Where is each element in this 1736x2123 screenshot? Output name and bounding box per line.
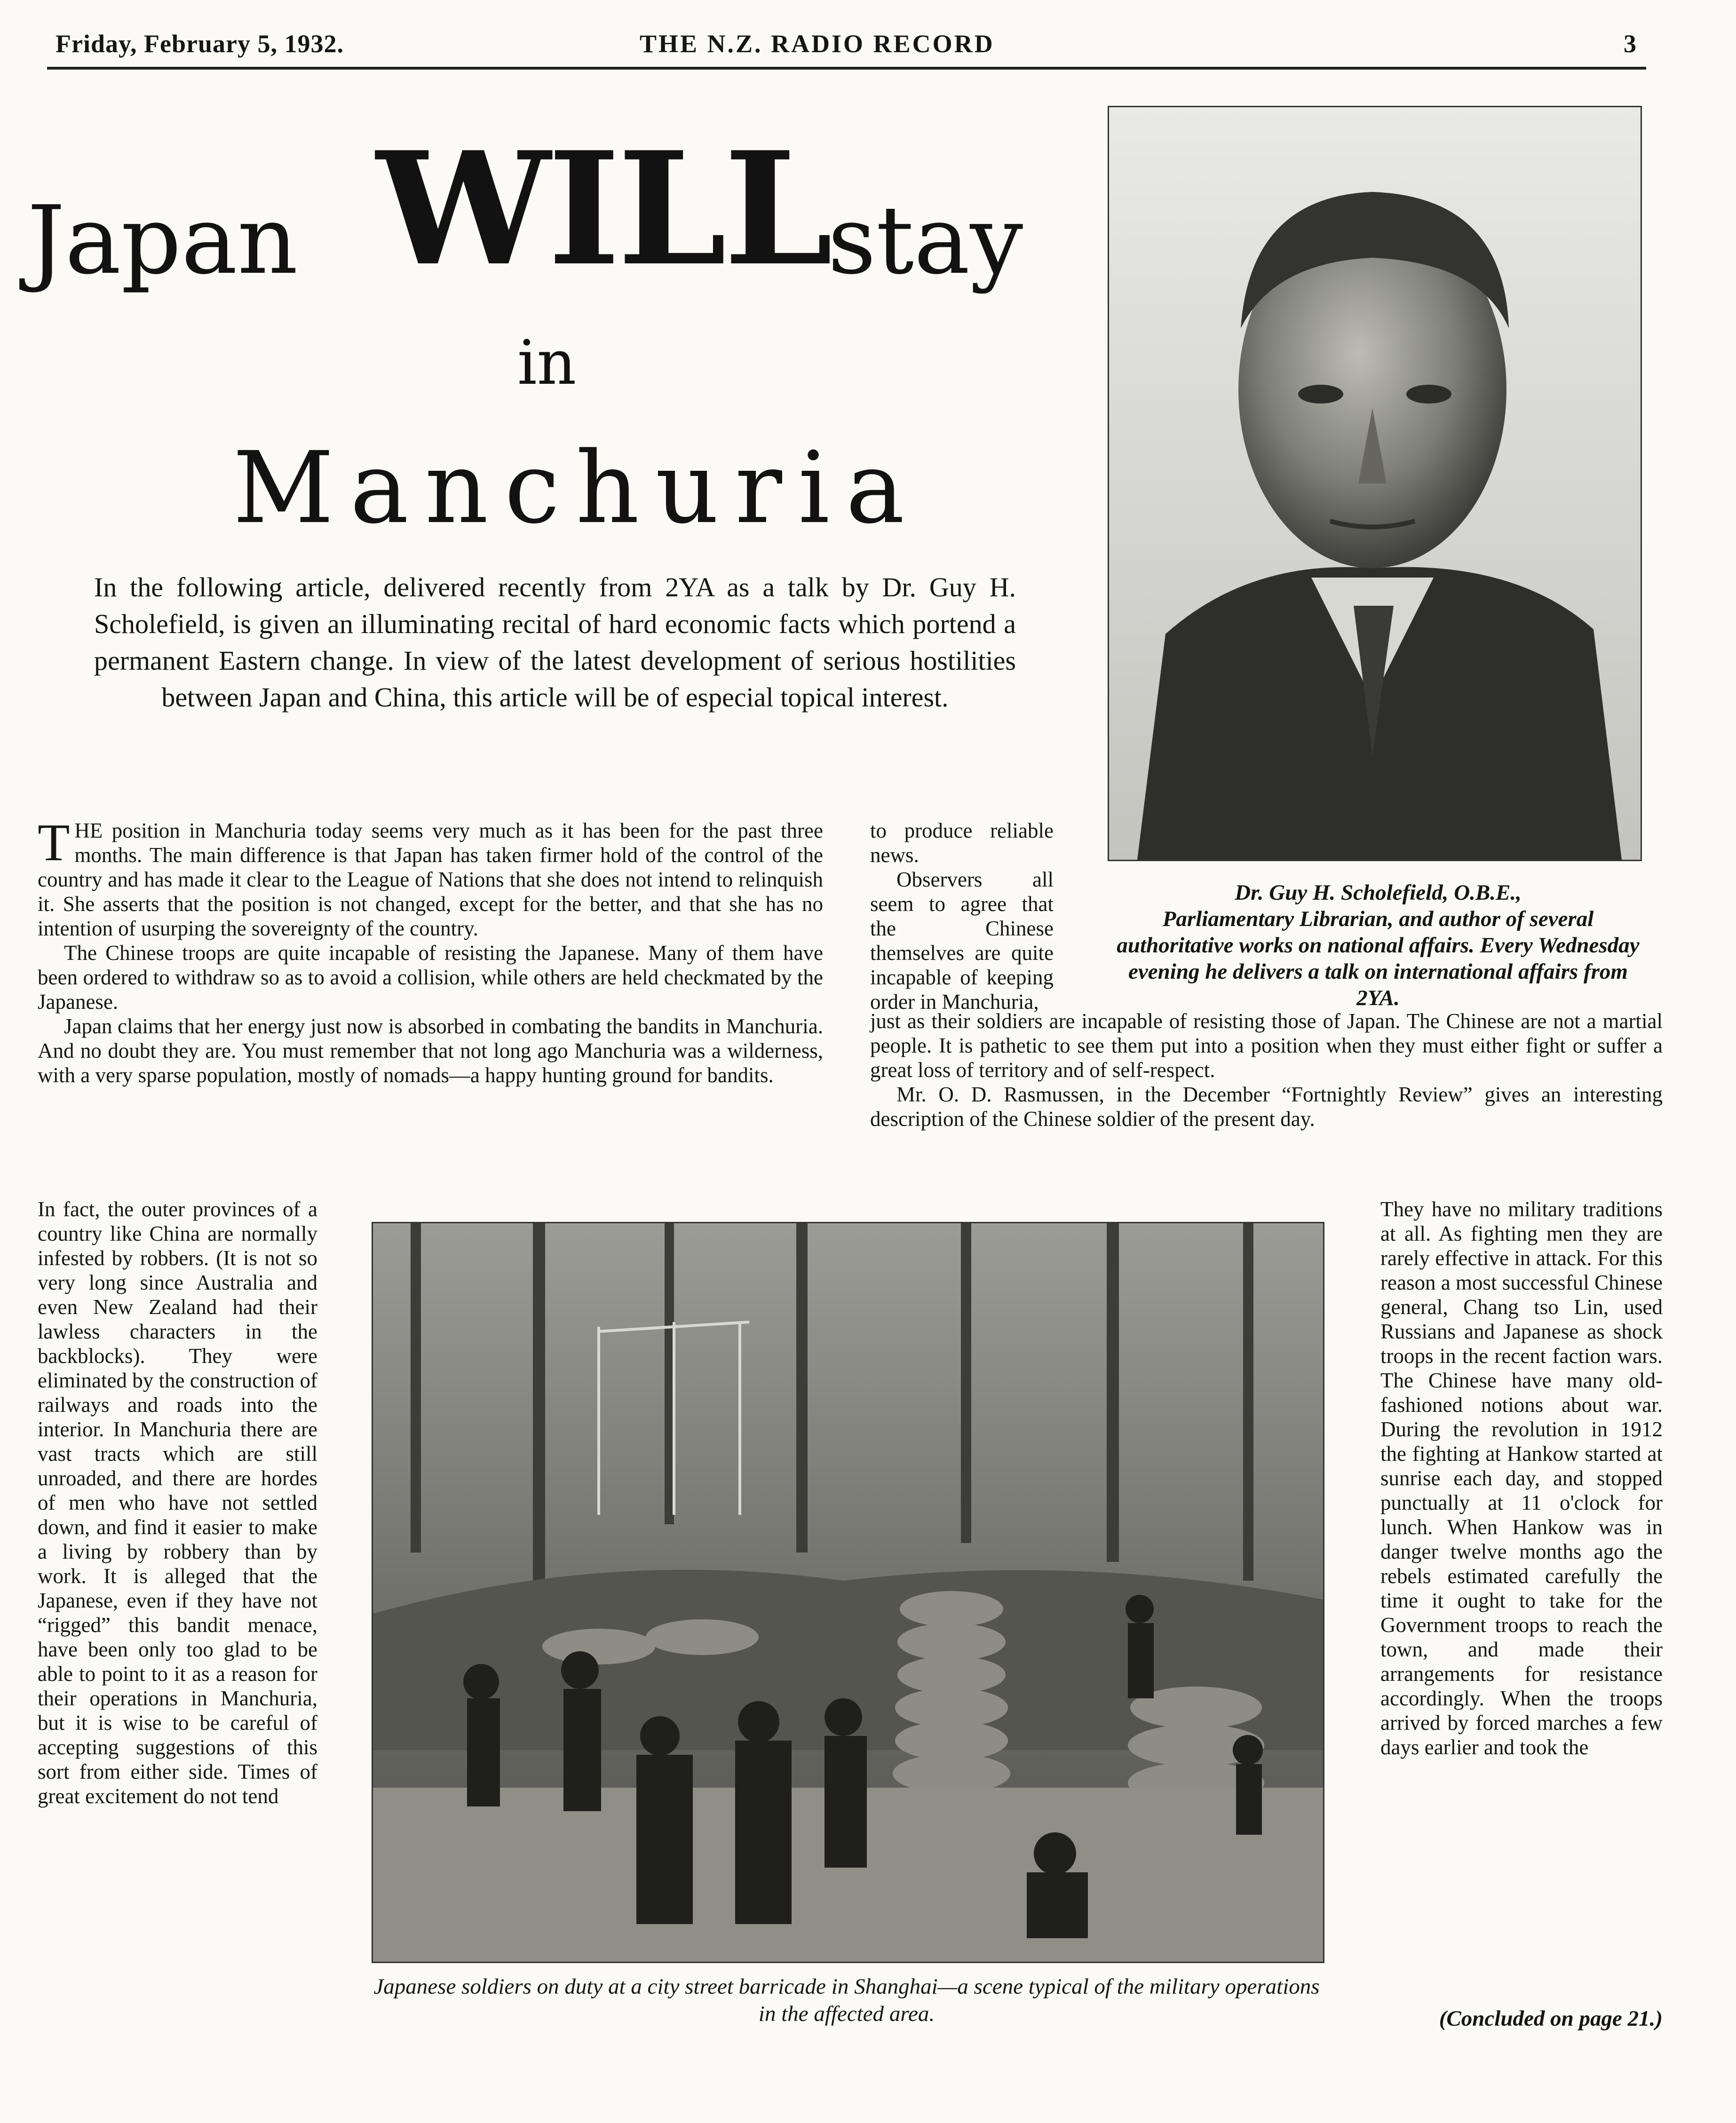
issue-date: Friday, February 5, 1932. (55, 30, 344, 58)
drop-cap: T (38, 814, 70, 872)
headline-word: Manchuria (233, 430, 921, 546)
article-paragraph: They have no military traditions at all. As fighting men they are rarely effective in attack. For this reason a most successful Chinese general, Chang tso Lin, used Russians and Japanese as shock troops in the recent faction wars. The Chinese have many old-fashioned notions about war. During the revolution in 1912 the fighting at Hankow started at sunrise each day, and stopped punctually at 11 o'clock for lunch. When Hankow was in danger twelve months ago the rebels estimated carefully the time it ought to take for the Government troops to reach the town, and made their arrangements for resistance accordingly. When the troops arrived by forced marches a few days earlier and took the (1380, 1197, 1663, 1759)
headline-emphasis: WILL (376, 118, 831, 300)
article-column-5 (1380, 1197, 1663, 1759)
headline-word: stay (828, 186, 1023, 295)
portrait-photo-icon (1108, 106, 1642, 861)
soldiers-barricade-photo-icon (372, 1222, 1324, 1963)
photo-caption: Japanese soldiers on duty at a city street barricade in Shanghai—a scene typical of the military operations in the affected area. (373, 1974, 1320, 2026)
article-paragraph: The Chinese troops are quite incapable of resisting the Japanese. Many of them have been ordered to withdraw so as to avoid a collision, while others are held checkmated by the Japanese. (38, 941, 823, 1014)
publication-title: THE N.Z. RADIO RECORD (640, 30, 995, 58)
page-header (47, 29, 1646, 70)
article-paragraph-text: HE position in Manchuria today seems very much as it has been for the past three months. The main difference is that Japan has taken firmer hold of the control of the country and has made it clear to the League of Nations that she does not intend to relinquish it. She asserts that the position is not changed, except for the better, and that she has no intention of usurping the sovereignty of the country. (38, 819, 823, 940)
continuation-note: (Concluded on page 21.) (1439, 2006, 1663, 2031)
portrait-caption (1110, 879, 1646, 1011)
article-paragraph: Mr. O. D. Rasmussen, in the December “Fortnightly Review” gives an interesting description of the Chinese soldier of the present day. (870, 1083, 1663, 1131)
article-paragraph: In fact, the outer provinces of a country like China are normally infested by robbers. (It is not so very long since Australia and even New Zealand had their lawless characters in the backblocks). They were eliminated by the construction of railways and roads into the interior. In Manchuria there are vast tracts which are still unroaded, and there are hordes of men who have not settled down, and find it easier to make a living by robbery than by work. It is alleged that the Japanese, even if they have not “rigged” this bandit menace, have been only too glad to be able to point to it as a reason for their operations in Manchuria, but it is wise to be careful of accepting suggestions of this sort from either side. Times of great excitement do not tend (38, 1197, 317, 1808)
page-number: 3 (1624, 30, 1637, 58)
article-column-2 (870, 818, 1054, 1014)
article-paragraph: Japan claims that her energy just now is absorbed in combating the bandits in Manchuria. And no doubt they are. You must remember that not long ago Manchuria was a wilderness, with a very sparse population, mostly of nomads—a happy hunting ground for bandits. (38, 1014, 823, 1087)
article-paragraph: just as their soldiers are incapable of resisting those of Japan. The Chinese are not a martial people. It is pathetic to see them put into a position when they must either fight or suffer a great loss of territory and of self-respect. (870, 1009, 1663, 1082)
article-intro: In the following article, delivered recently from 2YA as a talk by Dr. Guy H. Scholefield, is given an illuminating recital of hard economic facts which portend a permanent Eastern change. In view of the latest development of serious hostilities between Japan and China, this article will be of especial topical interest. (94, 572, 1016, 713)
article-paragraph: Observers all seem to agree that the Chinese themselves are quite incapable of keeping order in Manchuria, (870, 868, 1054, 1014)
headline-word: Japan (27, 186, 298, 295)
article-column-3 (870, 1009, 1663, 1131)
article-paragraph: to produce reliable news. (870, 819, 1054, 867)
portrait-caption-name: Dr. Guy H. Scholefield, O.B.E., (1235, 880, 1522, 905)
portrait-caption-description: Parliamentary Librarian, and author of several authoritative works on national affairs. Every Wednesday evening he delivers a talk on international affairs from 2YA. (1117, 907, 1640, 1010)
headline-word: in (517, 327, 577, 398)
article-column-4 (38, 1197, 317, 1808)
article-paragraph (38, 814, 823, 941)
article-column-1 (38, 814, 823, 1087)
